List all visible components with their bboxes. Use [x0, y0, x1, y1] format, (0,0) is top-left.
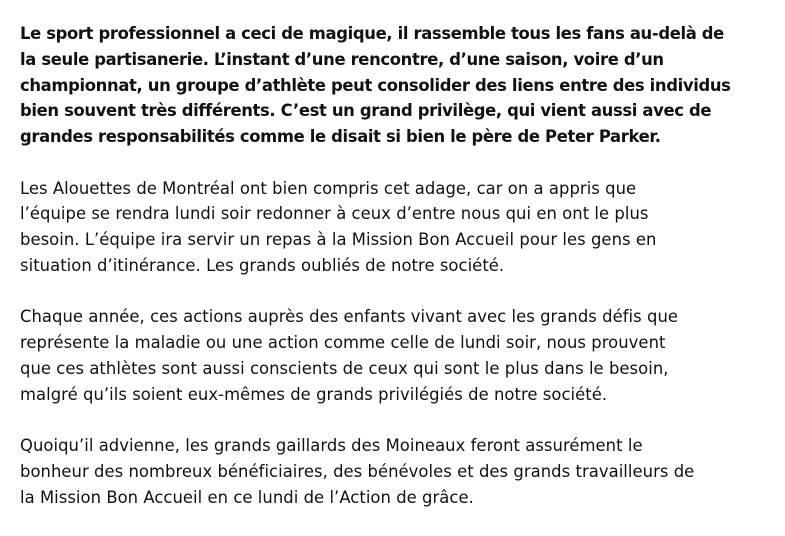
lead-paragraph: Le sport professionnel a ceci de magique, il rassemble tous les fans au-delà de la seule partisanerie. L’instant d’une rencontre, d’une saison, voire d’un championnat, un groupe d’athlète peut consolider des liens entre des individus bien souvent très différents. C’est un grand privilège, qui vient aussi avec de grandes responsabilités comme le disait si bien le père de Peter Parker. [20, 24, 731, 147]
body-paragraph-actions: Chaque année, ces actions auprès des enfants vivant avec les grands défis que représente la maladie ou une action comme celle de lundi soir, nous prouvent que ces athlètes sont aussi conscients de ceux qui sont le plus dans le besoin, malgré qu’ils soient eux-mêmes de grands privilégiés de notre société. [20, 307, 679, 404]
body-paragraph-conclusion: Quoiqu’il advienne, les grands gaillards des Moineaux feront assurément le bonheur des nombreux bénéficiaires, des bénévoles et des grands travailleurs de la Mission Bon Accueil en ce lundi de l’Action de grâce. [20, 436, 695, 507]
body-paragraph-alouettes: Les Alouettes de Montréal ont bien compris cet adage, car on a appris que l’équipe se rendra lundi soir redonner à ceux d’entre nous qui en ont le plus besoin. L’équipe ira servir un repas à la Mission Bon Accueil pour les gens en situation d’itinérance. Les grands oubliés de notre société. [20, 178, 657, 275]
article-body [20, 21, 765, 536]
